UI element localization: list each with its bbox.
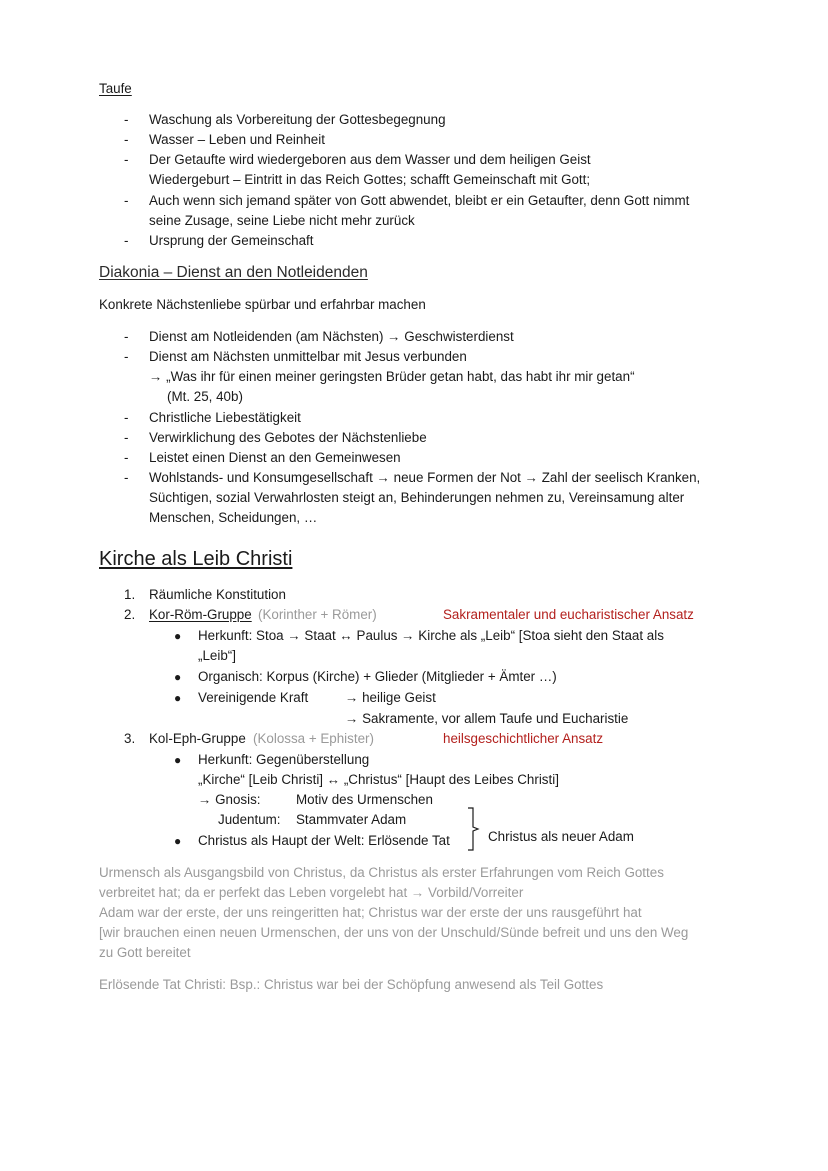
numbered-item: Räumliche Konstitution xyxy=(149,587,286,602)
list-item-citation: (Mt. 25, 40b) xyxy=(167,389,243,404)
dash-marker: - xyxy=(124,132,129,147)
list-item: Der Getaufte wird wiedergeboren aus dem Wasser und dem heiligen Geist xyxy=(149,152,591,167)
bullet-item-detail: → Sakramente, vor allem Taufe und Eucharistie xyxy=(345,711,629,726)
dash-marker: - xyxy=(124,329,129,344)
bullet-marker: ● xyxy=(174,834,182,848)
list-item-continuation: Menschen, Scheidungen, … xyxy=(149,510,318,525)
list-number: 3. xyxy=(124,731,136,746)
dash-marker: - xyxy=(124,470,129,485)
bullet-item: Organisch: Korpus (Kirche) + Glieder (Mitglieder + Ämter …) xyxy=(198,669,557,684)
list-item: Auch wenn sich jemand später von Gott abwendet, bleibt er ein Getaufter, denn Gott nimmt xyxy=(149,193,690,208)
bullet-item: Christus als Haupt der Welt: Erlösende Tat xyxy=(198,833,450,848)
dash-marker: - xyxy=(124,233,129,248)
numbered-item-subtitle: (Kolossa + Ephister) xyxy=(253,731,374,746)
section-heading-diakonia: Diakonia – Dienst an den Notleidenden xyxy=(99,264,368,281)
right-brace-icon xyxy=(466,806,482,852)
note-line: Adam war der erste, der uns reingeritten hat; Christus war der erste der uns rausgeführt hat xyxy=(99,905,642,920)
list-item: Waschung als Vorbereitung der Gottesbegegnung xyxy=(149,112,446,127)
note-line: Urmensch als Ausgangsbild von Christus, da Christus als erster Erfahrungen vom Reich Gottes xyxy=(99,865,664,880)
bullet-item: Herkunft: Gegenüberstellung xyxy=(198,752,370,767)
section-intro: Konkrete Nächstenliebe spürbar und erfahrbar machen xyxy=(99,297,426,312)
dash-marker: - xyxy=(124,430,129,445)
approach-note: heilsgeschichtlicher Ansatz xyxy=(443,731,604,746)
bullet-marker: ● xyxy=(174,691,182,705)
note-line: Erlösende Tat Christi: Bsp.: Christus war bei der Schöpfung anwesend als Teil Gottes xyxy=(99,977,604,992)
bullet-item: Herkunft: Stoa → Staat ↔ Paulus → Kirche als „Leib“ [Stoa sieht den Staat als xyxy=(198,628,664,643)
list-item-continuation: seine Zusage, seine Liebe nicht mehr zurück xyxy=(149,213,415,228)
bullet-item-label: Judentum: xyxy=(218,812,281,827)
dash-marker: - xyxy=(124,349,129,364)
note-line: verbreitet hat; da er perfekt das Leben vorgelebt hat → Vorbild/Vorreiter xyxy=(99,885,524,900)
dash-marker: - xyxy=(124,450,129,465)
list-number: 2. xyxy=(124,607,136,622)
bullet-marker: ● xyxy=(174,753,182,767)
list-item: Leistet einen Dienst an den Gemeinwesen xyxy=(149,450,401,465)
dash-marker: - xyxy=(124,410,129,425)
bullet-item-value: Motiv des Urmenschen xyxy=(296,792,433,807)
list-item: Ursprung der Gemeinschaft xyxy=(149,233,314,248)
dash-marker: - xyxy=(124,152,129,167)
list-number: 1. xyxy=(124,587,136,602)
numbered-item-title: Kol-Eph-Gruppe xyxy=(149,731,246,746)
list-item-quote: → „Was ihr für einen meiner geringsten Brüder getan habt, das habt ihr mir getan“ xyxy=(149,369,635,384)
dash-marker: - xyxy=(124,112,129,127)
bullet-item-detail: → heilige Geist xyxy=(345,690,436,705)
brace-note: Christus als neuer Adam xyxy=(488,829,634,844)
approach-note: Sakramentaler und eucharistischer Ansatz xyxy=(443,607,694,622)
bullet-item-continuation: „Kirche“ [Leib Christi] ↔ „Christus“ [Haupt des Leibes Christi] xyxy=(198,772,559,787)
bullet-marker: ● xyxy=(174,629,182,643)
bullet-item-label: → Gnosis: xyxy=(198,792,261,807)
page-title: Kirche als Leib Christi xyxy=(99,548,293,570)
dash-marker: - xyxy=(124,193,129,208)
note-line: [wir brauchen einen neuen Urmenschen, der uns von der Unschuld/Sünde befreit und uns den Weg xyxy=(99,925,689,940)
section-heading-taufe: Taufe xyxy=(99,81,132,96)
note-line: zu Gott bereitet xyxy=(99,945,191,960)
list-item-continuation: Wiedergeburt – Eintritt in das Reich Gottes; schafft Gemeinschaft mit Gott; xyxy=(149,172,591,187)
bullet-item-continuation: „Leib“] xyxy=(198,648,236,663)
list-item: Wohlstands- und Konsumgesellschaft → neue Formen der Not → Zahl der seelisch Kranken, xyxy=(149,470,701,485)
list-item: Christliche Liebestätigkeit xyxy=(149,410,301,425)
numbered-item-title: Kor-Röm-Gruppe xyxy=(149,607,252,622)
list-item: Dienst am Notleidenden (am Nächsten) → Geschwisterdienst xyxy=(149,329,514,344)
list-item-continuation: Süchtigen, sozial Verwahrlosten steigt an, Behinderungen nehmen zu, Vereinsamung alter xyxy=(149,490,685,505)
bullet-marker: ● xyxy=(174,670,182,684)
numbered-item-subtitle: (Korinther + Römer) xyxy=(258,607,377,622)
list-item: Dienst am Nächsten unmittelbar mit Jesus verbunden xyxy=(149,349,467,364)
bullet-item-value: Stammvater Adam xyxy=(296,812,407,827)
list-item: Verwirklichung des Gebotes der Nächstenliebe xyxy=(149,430,427,445)
list-item: Wasser – Leben und Reinheit xyxy=(149,132,325,147)
bullet-item: Vereinigende Kraft xyxy=(198,690,309,705)
